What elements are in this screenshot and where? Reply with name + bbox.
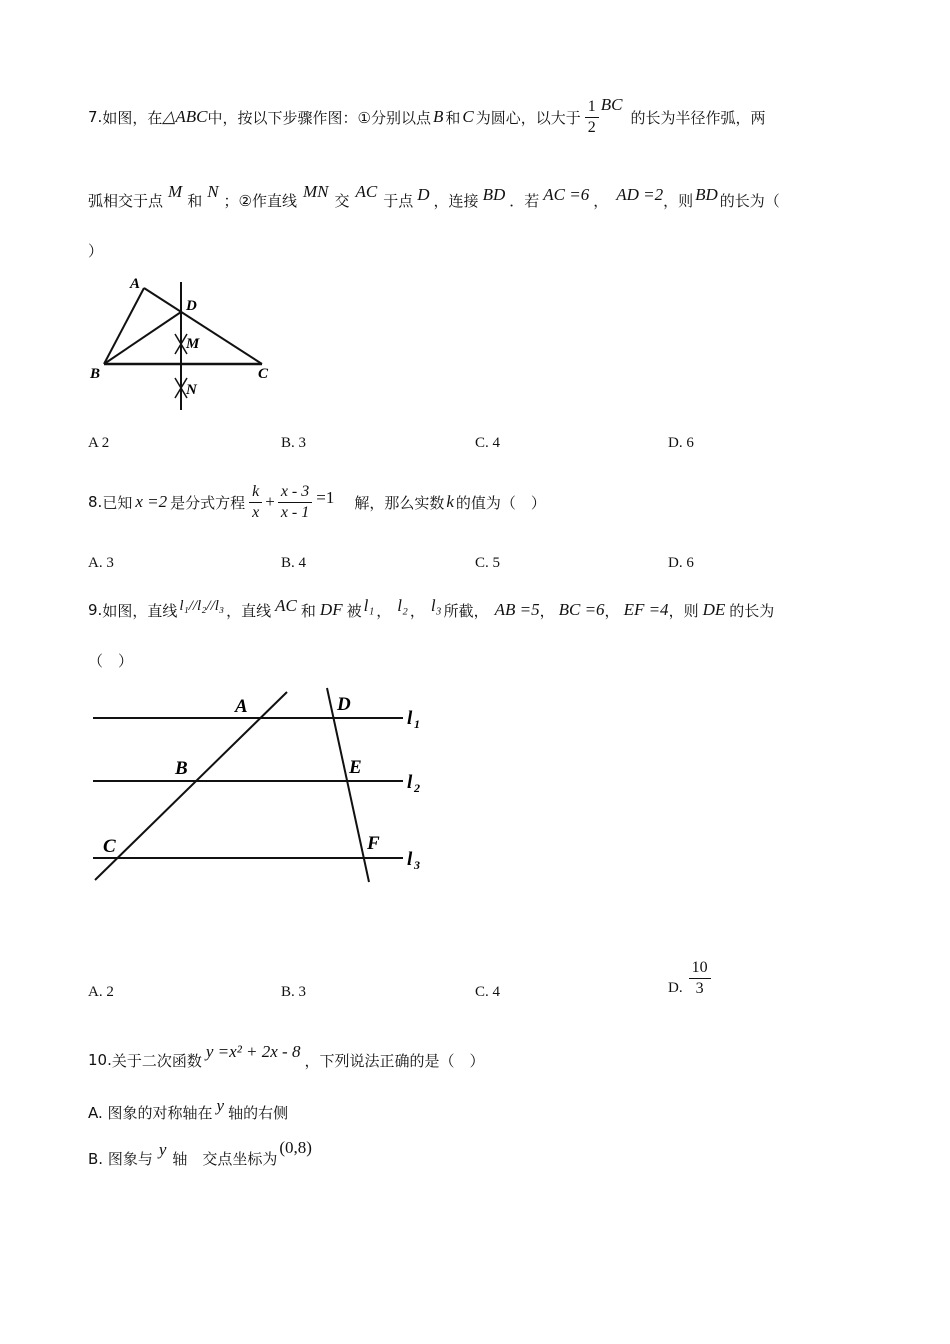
q8-plus: + — [265, 492, 275, 511]
q7-line2 — [88, 182, 780, 218]
q9-figure — [85, 682, 430, 892]
q7-half-fraction — [585, 97, 599, 138]
q8-fraction-main — [278, 482, 312, 523]
q10-option-b-text2: 轴 交点坐标为 — [172, 1149, 278, 1168]
q7-text: ．若 — [509, 191, 540, 210]
q7-seg-ab — [104, 288, 144, 364]
q10-function: y =x² + 2x - 8 — [205, 1042, 301, 1061]
q8-text: 是分式方程 — [170, 493, 246, 512]
q10-option-b-coord: (0,8) — [279, 1138, 312, 1157]
q7-text: 如图，在 — [102, 108, 163, 127]
q7-text: 于点 — [383, 191, 414, 210]
q8-x-eq: x =2 — [135, 492, 168, 511]
q7-text: 交 — [334, 191, 350, 210]
q8-frac1-num: k — [249, 482, 262, 503]
q9-text: ，直线 — [226, 601, 272, 620]
q7-text: 的长为（ — [719, 191, 780, 210]
q7-close-paren: ） — [88, 242, 104, 260]
q7-text: ， — [593, 191, 609, 210]
q7-line1 — [88, 92, 765, 142]
q9-line-ac — [95, 692, 287, 880]
q9-option-d-num: 10 — [689, 958, 711, 979]
q7-option-a[interactable]: A 2 — [88, 435, 110, 451]
q7-half-den: 2 — [587, 118, 596, 136]
q8-frac2-den: x - 1 — [280, 503, 310, 521]
q9-text: 所截， — [443, 601, 489, 620]
q9-l3: l₃ — [430, 596, 442, 615]
q8-fraction-k-x — [249, 482, 262, 523]
q7-bd2: BD — [695, 185, 718, 204]
q9-number: 9. — [88, 601, 103, 619]
q7-option-d[interactable]: D. 6 — [668, 435, 694, 451]
q7-text: 和 — [445, 108, 461, 127]
q9-label-l2: l — [407, 772, 413, 793]
q9-l1: l₁ — [363, 596, 375, 615]
q8-text: 解，那么实数 — [354, 493, 445, 512]
q7-ad-eq: AD =2 — [616, 185, 664, 204]
q7-label-d: D — [186, 298, 197, 314]
q9-label-e: E — [349, 757, 362, 778]
q8-line — [88, 468, 546, 536]
q10-option-b[interactable] — [88, 1138, 312, 1174]
q9-label-l2-sub: 2 — [414, 781, 420, 795]
q9-df: DF — [319, 600, 343, 619]
q8-option-a[interactable]: A. 3 — [88, 555, 114, 571]
q7-half-num: 1 — [585, 97, 599, 118]
q9-label-l3: l — [407, 849, 413, 870]
q7-text: ；②作直线 — [223, 191, 297, 210]
q9-label-l1-sub: 1 — [414, 717, 420, 731]
q9-text: 和 — [300, 601, 316, 620]
q8-frac2-num: x - 3 — [278, 482, 312, 503]
q9-label-l1: l — [407, 708, 413, 729]
q9-line1 — [88, 592, 774, 628]
q9-option-d-den: 3 — [695, 980, 704, 997]
q7-text: ，则 — [663, 191, 694, 210]
q7-var-n: N — [207, 182, 219, 201]
q9-option-d[interactable] — [668, 958, 711, 999]
q9-text: ， — [409, 601, 425, 620]
q7-label-n: N — [186, 382, 197, 398]
q9-text: ，则 — [668, 601, 699, 620]
q9-label-a: A — [235, 696, 248, 717]
q8-k2: k — [446, 492, 454, 511]
q8-option-d[interactable]: D. 6 — [668, 555, 694, 571]
q7-triangle: △ABC — [162, 107, 208, 126]
q10-option-b-y: y — [158, 1140, 167, 1159]
q7-label-c: C — [258, 366, 269, 382]
q10-option-a-y: y — [216, 1096, 225, 1115]
q9-l2: l₂ — [397, 596, 408, 615]
q9-option-a[interactable]: A. 2 — [88, 984, 114, 1000]
q9-de: DE — [702, 600, 726, 619]
q9-option-d-fraction — [689, 958, 711, 999]
q7-var-m: M — [168, 182, 183, 201]
q9-text: 的长为 — [729, 601, 775, 620]
q7-text: 中，按以下步骤作图：①分别以点 — [207, 108, 431, 127]
q9-text: ， — [604, 601, 620, 620]
q8-frac1-den: x — [252, 503, 260, 521]
q9-option-d-label: D. — [668, 980, 683, 996]
q9-text: 如图，直线 — [102, 601, 178, 620]
q10-option-a-text: A. 图象的对称轴在 — [88, 1103, 213, 1122]
q7-label-a: A — [130, 276, 141, 292]
q7-label-b: B — [90, 366, 101, 382]
q7-var-c: C — [462, 107, 474, 126]
q7-ac: AC — [355, 182, 378, 201]
q7-seg-bd — [104, 312, 181, 364]
q7-figure — [80, 270, 310, 420]
q9-label-c: C — [103, 836, 116, 857]
q7-mn: MN — [303, 182, 329, 201]
q10-text: ，下列说法正确的是（ ） — [304, 1051, 485, 1070]
q9-parallel: l₁//l₂//l₃ — [179, 597, 225, 614]
q7-number: 7. — [88, 108, 103, 126]
q7-ac-eq: AC =6 — [543, 185, 590, 204]
q9-ab-eq: AB =5 — [494, 600, 540, 619]
q8-option-b[interactable]: B. 4 — [281, 555, 307, 571]
q10-option-a-text2: 轴的右侧 — [228, 1103, 289, 1122]
q9-label-f: F — [367, 833, 380, 854]
q9-label-l3-sub: 3 — [414, 858, 420, 872]
q7-option-b[interactable]: B. 3 — [281, 435, 307, 451]
q9-option-b[interactable]: B. 3 — [281, 984, 307, 1000]
q7-var-b: B — [432, 107, 444, 126]
q10-option-b-text: B. 图象与 — [88, 1149, 153, 1168]
q7-option-c[interactable]: C. 4 — [475, 435, 501, 451]
q9-text: 被 — [346, 601, 362, 620]
q9-bc-eq: BC =6 — [558, 600, 605, 619]
q7-bc: BC — [600, 95, 623, 114]
q9-option-c[interactable]: C. 4 — [475, 984, 501, 1000]
q10-number: 10. — [88, 1051, 112, 1069]
q9-label-b: B — [175, 758, 188, 779]
q7-label-m: M — [186, 336, 200, 352]
q8-option-c[interactable]: C. 5 — [475, 555, 501, 571]
q10-line — [88, 1042, 484, 1078]
q9-paren: （ ） — [88, 652, 134, 670]
q9-text: ， — [376, 601, 392, 620]
q7-text: 和 — [187, 191, 203, 210]
q9-ac: AC — [275, 596, 297, 615]
q8-text: 的值为（ ） — [455, 493, 546, 512]
q8-number: 8. — [88, 493, 103, 511]
q7-text: ，连接 — [433, 191, 479, 210]
q8-eq1: =1 — [316, 488, 335, 507]
q7-var-d: D — [417, 185, 430, 204]
q7-bd: BD — [482, 185, 506, 204]
q7-text: 的长为半径作弧，两 — [630, 108, 766, 127]
q7-text: 弧相交于点 — [88, 191, 164, 210]
q9-label-d: D — [337, 694, 351, 715]
q10-option-a[interactable] — [88, 1096, 288, 1128]
q9-ef-eq: EF =4 — [623, 600, 669, 619]
q8-text: 已知 — [102, 493, 133, 512]
q10-text: 关于二次函数 — [111, 1051, 202, 1070]
q9-text: ， — [539, 601, 555, 620]
q7-text: 为圆心，以大于 — [475, 108, 581, 127]
